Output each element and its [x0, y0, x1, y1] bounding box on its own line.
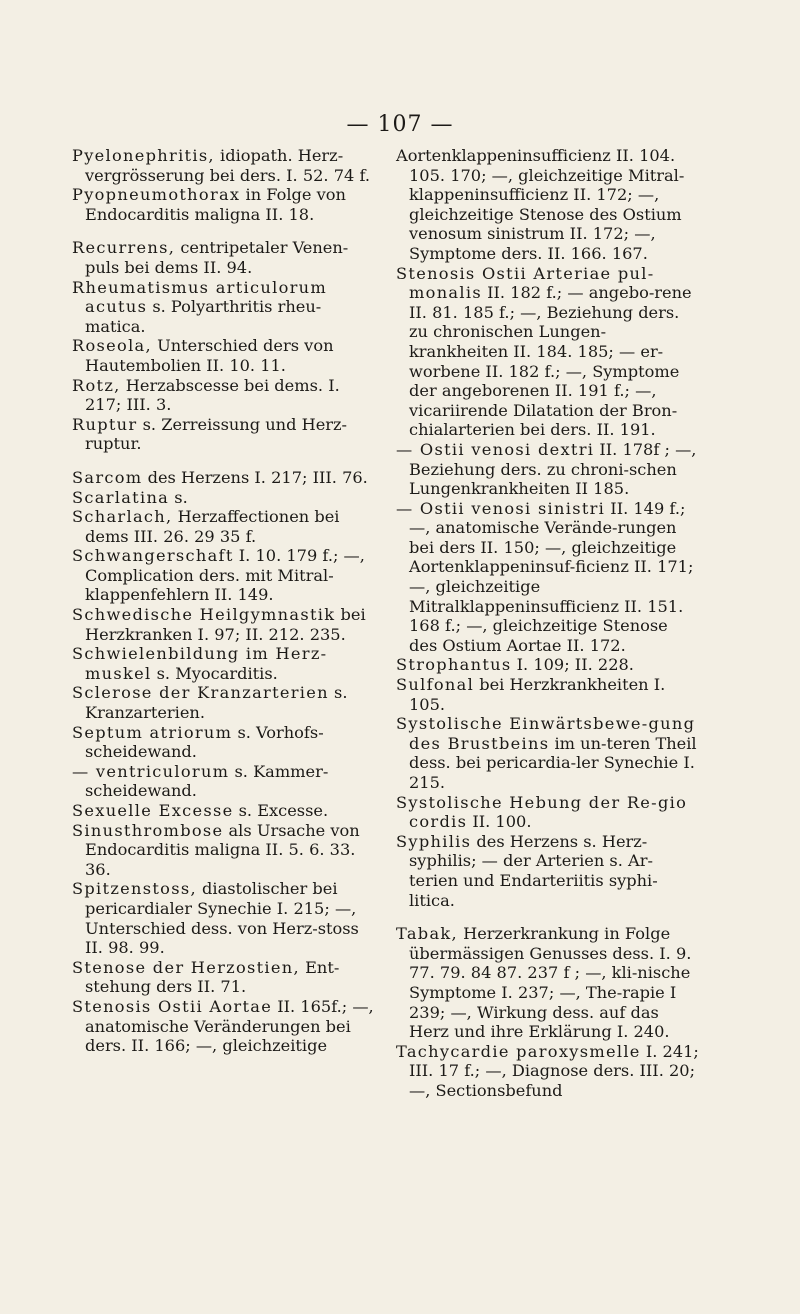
index-entry: [396, 832, 701, 910]
index-text: I. 109; II. 228.: [511, 655, 634, 675]
index-text: des Herzens I. 217; III. 76.: [142, 467, 368, 487]
index-text: bei Herzkrankheiten I. 105.: [409, 675, 666, 714]
index-entry: [72, 997, 377, 1056]
index-text: I. 241; III. 17 f.; —, Diagnose ders. III. 20; —, Sectionsbefund: [409, 1041, 699, 1100]
index-text: Unterschied ders von Hautembolien II. 10. 11.: [85, 336, 334, 375]
index-term: Sulfonal: [396, 675, 475, 695]
index-entry: [72, 376, 377, 415]
index-text: II. 182 f.; — angebo-rene II. 81. 185 f.; —, Beziehung ders. zu chronischen Lungen-krankheiten II. 184. 185; — er-worbene II. 182 f.; —, Symptome der angeborenen II. 191 f.; —, vicariirende Dilatation der Bron-chialarterien bei ders. II. 191.: [409, 283, 692, 440]
page-number: — 107 —: [346, 112, 454, 137]
index-entry: [72, 488, 377, 508]
index-entry: [72, 958, 377, 997]
index-entry: [72, 879, 377, 957]
index-text: diastolischer bei pericardialer Synechie I. 215; —, Unterschied dess. von Herz-stoss II. 98. 99.: [85, 879, 359, 958]
index-text: idiopath. Herz-vergrösserung bei ders. I. 52. 74 f.: [85, 146, 371, 185]
index-text: bei Herzkranken I. 97; II. 212. 235.: [85, 605, 366, 644]
index-entry: [72, 507, 377, 546]
index-term: Tabak,: [396, 924, 458, 944]
index-text: des Herzens s. Herz-syphilis; — der Arterien s. Ar-terien und Endarteriitis syphi-litica.: [409, 831, 658, 910]
index-term: Roseola,: [72, 336, 152, 356]
index-term: Schwielenbildung im Herz-muskel: [72, 644, 328, 683]
index-term: Syphilis: [396, 831, 472, 851]
index-text: II. 178f ; —, Beziehung ders. zu chroni-schen Lungenkrankheiten II 185.: [409, 439, 697, 499]
index-term: Sclerose der Kranzarterien: [72, 683, 329, 703]
index-term: Systolische Hebung der Re-gio cordis: [396, 792, 688, 832]
index-text: centripetaler Venen-puls bei dems II. 94.: [85, 238, 349, 277]
index-text: II. 100.: [467, 812, 532, 832]
index-term: Scharlach,: [72, 507, 173, 527]
index-text: II. 149 f.; —, anatomische Verände-rungen bei ders II. 150; —, gleichzeitige Aortenklappeninsuf-ficienz II. 171; —, gleichzeitige Mitralklappeninsufficienz II. 151. 168 f.; —, gleichzeitige Stenose des Ostium Aortae II. 172.: [409, 498, 694, 655]
index-entry: [72, 278, 377, 337]
index-entry: [72, 821, 377, 880]
index-term: Sexuelle Excesse: [72, 801, 234, 820]
index-entry: [72, 644, 377, 683]
index-entry: [72, 185, 377, 224]
index-term: Stenosis Ostii Arteriae pul-monalis: [396, 263, 655, 303]
index-text: Herzabscesse bei dems. I. 217; III. 3.: [85, 375, 340, 415]
index-entry: [396, 499, 701, 656]
index-term: Strophantus: [396, 655, 512, 675]
index-term: Rotz,: [72, 375, 121, 395]
index-text: II. 165f.; —, anatomische Veränderungen bei ders. II. 166; —, gleichzeitige: [85, 996, 374, 1056]
index-term: Schwedische Heilgymnastik: [72, 605, 336, 625]
index-entry-continued: [396, 146, 701, 264]
index-term: Pyelonephritis,: [72, 146, 215, 165]
index-text: Aortenklappeninsufficienz II. 104. 105. 170; —, gleichzeitige Mitral-klappeninsufficienz II. 172; —, gleichzeitige Stenose des Ostium venosum sinistrum II. 172; —, Symptome ders. II. 166. 167.: [396, 146, 685, 263]
index-entry: [396, 924, 701, 1042]
index-text: s. Vorhofs-scheidewand.: [85, 722, 324, 762]
index-term: Sinusthrombose: [72, 820, 224, 840]
index-text: s. Myocarditis.: [151, 663, 278, 683]
index-entry: [72, 336, 377, 375]
index-term: Septum atriorum: [72, 722, 233, 742]
index-text: I. 10. 179 f.; —, Complication ders. mit Mitral-klappenfehlern II. 149.: [85, 546, 365, 605]
index-entry: [72, 468, 377, 488]
right-column: [396, 146, 701, 1101]
index-term: Sarcom: [72, 467, 143, 487]
index-term: — Ostii venosi sinistri: [396, 498, 606, 518]
index-term: Scarlatina: [72, 487, 170, 507]
index-text: in Folge von Endocarditis maligna II. 18.: [85, 185, 346, 224]
index-entry: [396, 793, 701, 832]
index-text: s. Kranzarterien.: [85, 683, 348, 723]
index-entry: [72, 683, 377, 722]
index-text: Ent-stehung ders II. 71.: [85, 957, 340, 997]
index-entry: [72, 801, 377, 821]
index-entry: [72, 605, 377, 644]
index-term: Ruptur: [72, 414, 138, 434]
index-entry: [72, 415, 377, 454]
index-term: Systolische Einwärtsbewe-gung des Brustbeins: [396, 714, 696, 753]
index-term: Stenose der Herzostien,: [72, 957, 300, 977]
index-entry: [396, 675, 701, 714]
index-text: als Ursache von Endocarditis maligna II. 5. 6. 33. 36.: [85, 820, 360, 879]
index-entry: [72, 146, 377, 185]
index-entry: [72, 762, 377, 801]
index-entry: [72, 723, 377, 762]
index-term: Recurrens,: [72, 238, 176, 258]
index-entry: [396, 655, 701, 675]
index-term: — Ostii venosi dextri: [396, 439, 595, 459]
index-text: s. Polyarthritis rheu-matica.: [85, 297, 322, 336]
index-entry: [396, 440, 701, 499]
left-column: [72, 146, 377, 1056]
index-term: Spitzenstoss,: [72, 879, 197, 899]
index-entry: [396, 714, 701, 792]
index-text: s. Kammer-scheidewand.: [85, 761, 329, 801]
index-text: s. Excesse.: [233, 801, 329, 820]
index-text: s. Zerreissung und Herz-ruptur.: [85, 414, 348, 454]
index-entry: [396, 264, 701, 440]
index-entry: [396, 1042, 701, 1101]
index-text: im un-teren Theil dess. bei pericardia-ler Synechie I. 215.: [409, 733, 697, 792]
index-term: — ventriculorum: [72, 761, 230, 781]
index-text: Herzaffectionen bei dems III. 26. 29 35 f.: [85, 507, 340, 546]
index-term: Tachycardie paroxysmelle: [396, 1041, 641, 1061]
index-term: Schwangerschaft: [72, 546, 234, 566]
index-term: Rheumatismus articulorum acutus: [72, 277, 328, 317]
index-text: s.: [169, 487, 188, 507]
index-term: Pyopneumothorax: [72, 185, 241, 205]
index-text: Herzerkrankung in Folge übermässigen Genusses dess. I. 9. 77. 79. 84 87. 237 f ; —, kli-nische Symptome I. 237; —, The-rapie I 239; —, Wirkung dess. auf das Herz und ihre Erklärung I. 240.: [409, 924, 692, 1042]
index-entry: [72, 238, 377, 277]
index-entry: [72, 546, 377, 605]
index-term: Stenosis Ostii Aortae: [72, 996, 273, 1016]
